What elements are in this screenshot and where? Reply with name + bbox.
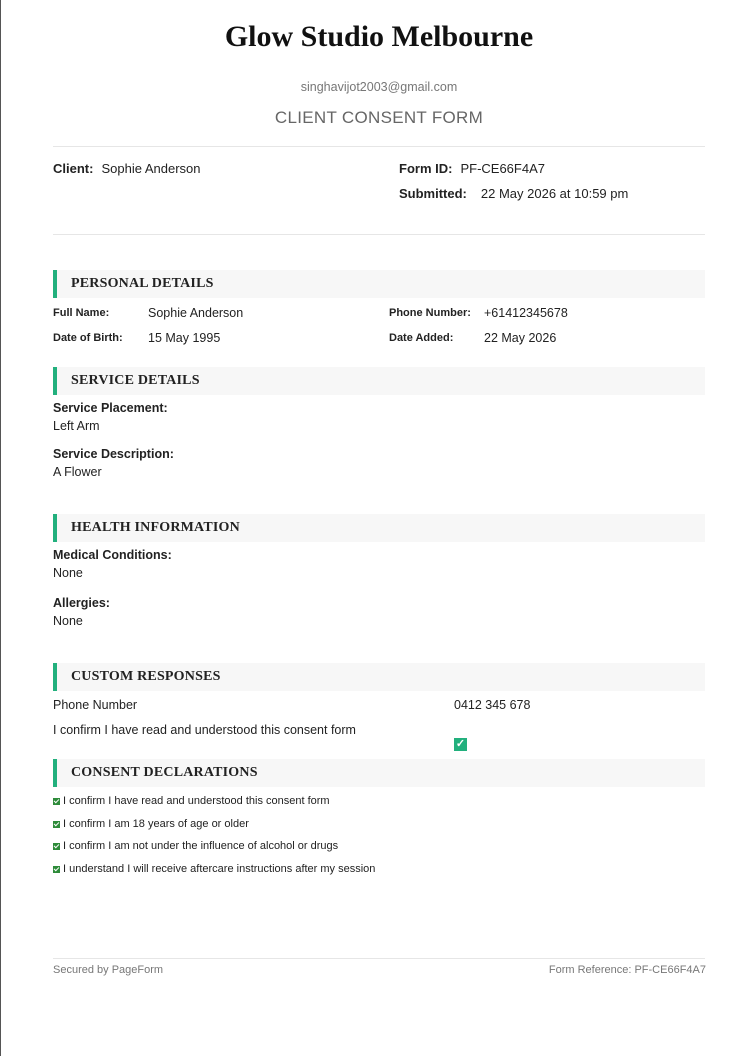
medical-conditions-label: Medical Conditions: [53,548,172,562]
consent-item-text: I confirm I have read and understood this consent form [63,795,330,807]
allergies-label: Allergies: [53,596,110,610]
header-divider [53,146,705,147]
consent-item-text: I confirm I am not under the influence of alcohol or drugs [63,840,339,852]
consent-form-page [53,0,705,1056]
form-id-label: Form ID: [399,161,453,176]
service-placement-value: Left Arm [53,419,100,433]
checked-icon: ✓ [455,738,466,750]
dob-row [53,332,373,348]
footer-divider [53,958,705,959]
submitted-label: Submitted: [399,186,467,201]
section-heading: PERSONAL DETAILS [71,276,214,291]
date-added-row [389,332,689,348]
custom-response-question: Phone Number [53,698,138,712]
client-meta [53,161,200,176]
section-custom-responses [53,663,705,691]
consent-item [53,863,375,875]
date-added-value: 22 May 2026 [484,331,557,345]
studio-title: Glow Studio Melbourne [224,20,534,53]
checkmark-icon [53,866,60,873]
full-name-value: Sophie Anderson [148,306,244,320]
checkmark-icon [53,821,60,828]
form-subtitle: CLIENT CONSENT FORM [274,108,484,127]
phone-value: +61412345678 [484,306,568,320]
studio-email: singhavijot2003@gmail.com [300,80,458,94]
footer-form-reference: Form Reference: PF-CE66F4A7 [548,964,706,976]
client-label: Client: [53,161,94,176]
date-added-label: Date Added: [389,332,454,344]
section-heading: CONSENT DECLARATIONS [71,765,258,780]
meta-divider [53,234,705,235]
form-id-meta [399,161,545,176]
dob-value: 15 May 1995 [148,331,221,345]
consent-item [53,795,330,807]
client-value: Sophie Anderson [101,161,201,176]
phone-row [389,307,689,323]
form-id-value: PF-CE66F4A7 [460,161,545,176]
submitted-value: 22 May 2026 at 10:59 pm [480,186,629,201]
custom-response-question: I confirm I have read and understood this consent form [53,723,356,737]
service-placement-label: Service Placement: [53,401,168,415]
section-personal-details [53,270,705,298]
section-heading: CUSTOM RESPONSES [71,669,221,684]
medical-conditions-value: None [53,566,83,580]
phone-label: Phone Number: [389,307,471,319]
section-heading: HEALTH INFORMATION [71,520,240,535]
section-heading: SERVICE DETAILS [71,373,200,388]
checkmark-icon [53,843,60,850]
dob-label: Date of Birth: [53,332,123,344]
service-description-value: A Flower [53,465,102,479]
footer-secured-by: Secured by PageForm [53,964,164,976]
consent-item [53,818,249,830]
submitted-meta [399,186,628,201]
service-description-label: Service Description: [53,447,174,461]
full-name-row [53,307,373,323]
consent-item [53,840,338,852]
consent-item-text: I understand I will receive aftercare instructions after my session [63,863,376,875]
checkmark-icon [53,798,60,805]
section-service-details [53,367,705,395]
section-consent-declarations [53,759,705,787]
consent-item-text: I confirm I am 18 years of age or older [63,818,249,830]
allergies-value: None [53,614,83,628]
custom-response-answer: 0412 345 678 [454,698,531,712]
full-name-label: Full Name: [53,307,110,319]
section-health-information [53,514,705,542]
